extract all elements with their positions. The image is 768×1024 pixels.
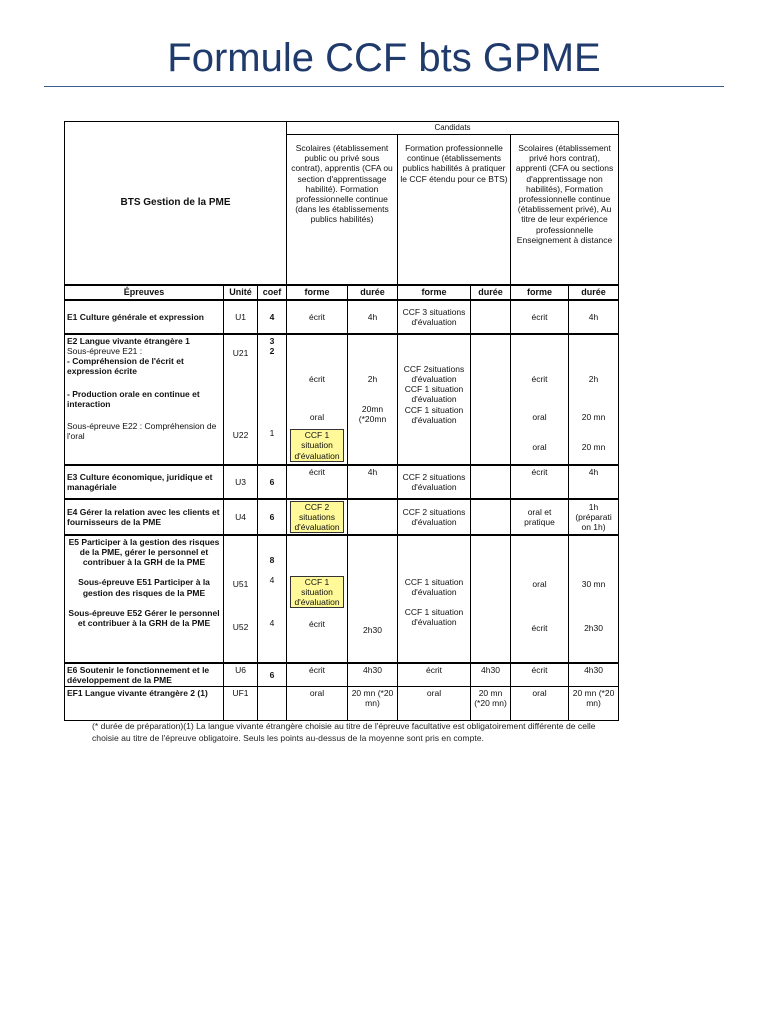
row-coef: 6 — [258, 465, 287, 499]
row-unite: UF1 — [224, 687, 258, 721]
row-label: E3 Culture économique, juridique et managériale — [65, 465, 224, 499]
col-duree-2: durée — [471, 285, 511, 300]
row-duree-1 — [348, 334, 398, 465]
row-forme-3: oral et pratique — [511, 499, 569, 535]
e5-coef-sub1: 4 — [269, 574, 275, 585]
row-unite: U6 — [224, 663, 258, 687]
row-duree-2: 4h30 — [471, 663, 511, 687]
table-row-ef1 — [65, 687, 619, 721]
row-forme-3 — [511, 535, 569, 663]
row-duree-1: 4h30 — [348, 663, 398, 687]
column-headers-row — [65, 285, 619, 300]
bts-corner-cell — [65, 122, 287, 286]
e5-s2-d1: 2h30 — [363, 624, 382, 635]
row-duree-1: 20 mn (*20 mn) — [348, 687, 398, 721]
e2-b-d3: 20 mn — [581, 411, 606, 422]
bts-label: BTS Gestion de la PME — [120, 197, 231, 208]
row-forme-2 — [398, 535, 471, 663]
row-forme-3: oral — [511, 687, 569, 721]
e2-item-b: - Production orale en continue et interaction — [67, 388, 200, 409]
row-duree-2 — [471, 300, 511, 334]
row-forme-3 — [511, 334, 569, 465]
row-duree-3: 4h30 — [569, 663, 619, 687]
row-duree-1 — [348, 499, 398, 535]
col-duree-1: durée — [348, 285, 398, 300]
row-duree-2 — [471, 499, 511, 535]
row-duree-1: 4h — [348, 300, 398, 334]
table-row-e6 — [65, 663, 619, 687]
row-duree-1: 4h — [348, 465, 398, 499]
row-duree-3 — [569, 334, 619, 465]
row-unite — [224, 334, 258, 465]
e2-b-f3: oral — [532, 411, 547, 422]
category-formation-continue: Formation professionnelle continue (établissements publics habilités à pratiquer le CCF étendu pour ce BTS) — [398, 135, 511, 286]
e2-b-f1: oral — [309, 411, 325, 422]
e2-coef-sub1: 2 — [269, 345, 275, 356]
row-forme-1: écrit — [287, 465, 348, 499]
candidats-header: Candidats — [287, 122, 619, 135]
row-forme-2: oral — [398, 687, 471, 721]
row-forme-2: écrit — [398, 663, 471, 687]
row-duree-3: 4h — [569, 300, 619, 334]
row-duree-2 — [471, 535, 511, 663]
col-epreuves: Épreuves — [65, 285, 224, 300]
e5-s1-f2: CCF 1 situation d'évaluation — [404, 576, 464, 597]
e2-coef-sub2: 1 — [269, 428, 275, 439]
row-coef: 4 — [258, 300, 287, 334]
row-forme-2: CCF 3 situations d'évaluation — [398, 300, 471, 334]
table-row-e2 — [65, 334, 619, 465]
col-unite: Unité — [224, 285, 258, 300]
row-label: E6 Soutenir le fonctionnement et le développement de la PME — [65, 663, 224, 687]
row-forme-1: oral — [287, 687, 348, 721]
e5-s1-f1: CCF 1 situation d'évaluation — [291, 577, 343, 608]
col-forme-3: forme — [511, 285, 569, 300]
row-duree-1 — [348, 535, 398, 663]
e4-ccf-highlight: CCF 2 situations d'évaluation — [291, 502, 343, 533]
e5-unite-u52: U52 — [232, 621, 249, 632]
row-coef: 6 — [258, 499, 287, 535]
row-unite: U1 — [224, 300, 258, 334]
e2-sub1: Sous-épreuve E21 : — [67, 345, 143, 356]
e2-item-a: - Compréhension de l'écrit et expression écrite — [67, 356, 184, 377]
row-unite: U4 — [224, 499, 258, 535]
row-forme-1: écrit — [287, 663, 348, 687]
row-label — [65, 334, 224, 465]
col-duree-3: durée — [569, 285, 619, 300]
row-coef: 6 — [258, 663, 287, 687]
row-coef — [258, 535, 287, 663]
row-duree-2 — [471, 334, 511, 465]
row-label: E4 Gérer la relation avec les clients et fournisseurs de la PME — [65, 499, 224, 535]
row-label: E1 Culture générale et expression — [65, 300, 224, 334]
table-row-e4 — [65, 499, 619, 535]
row-forme-3: écrit — [511, 663, 569, 687]
row-forme-3: écrit — [511, 465, 569, 499]
table-row-e1 — [65, 300, 619, 334]
e2-title: E2 Langue vivante étrangère 1 — [67, 335, 190, 346]
e2-c-d3: 20 mn — [581, 442, 606, 453]
e2-b-d1: 20mn (*20mn — [358, 403, 387, 425]
e5-sub1: Sous-épreuve E51 Participer à la gestion des risques de la PME — [78, 577, 210, 598]
row-label — [65, 535, 224, 663]
row-unite — [224, 535, 258, 663]
row-forme-1 — [287, 499, 348, 535]
row-forme-1 — [287, 334, 348, 465]
e2-c-f1: CCF 1 situation d'évaluation — [291, 430, 343, 461]
title-underline — [44, 86, 724, 87]
col-forme-1: forme — [287, 285, 348, 300]
row-forme-1 — [287, 535, 348, 663]
row-coef — [258, 687, 287, 721]
row-label: EF1 Langue vivante étrangère 2 (1) — [65, 687, 224, 721]
e2-coef: 3 — [269, 335, 275, 346]
row-forme-2 — [398, 334, 471, 465]
col-coef: coef — [258, 285, 287, 300]
row-unite: U3 — [224, 465, 258, 499]
page-title: Formule CCF bts GPME — [167, 36, 601, 80]
footnote: (* durée de préparation)(1) La langue vivante étrangère choisie au titre de l'épreuve facultative est obligatoirement différente de celle choisie au titre de l'épreuve obligatoire. Seuls les points au-dessus de la moyenne sont pris en compte. — [92, 721, 596, 743]
e2-c-f3: oral — [532, 442, 547, 453]
e2-unite-u22: U22 — [232, 429, 249, 440]
e2-b-f2: CCF 1 situation d'évaluation — [404, 384, 464, 405]
e5-s1-f3: oral — [532, 578, 547, 589]
e2-a-f2: CCF 2situations d'évaluation — [403, 363, 465, 384]
category-hors-contrat: Scolaires (établissement privé hors contrat), apprenti (CFA ou sections d'apprentissage non habilités), Formation professionnelle continue (établissement privé), Au titre de leur expérience professionnelle Enseignement à distance — [511, 135, 619, 286]
table-row-e5 — [65, 535, 619, 663]
e5-s1-d3: 30 mn — [581, 578, 606, 589]
table-header-row — [65, 122, 619, 135]
row-forme-1: écrit — [287, 300, 348, 334]
e5-unite-u51: U51 — [232, 578, 249, 589]
e5-coef: 8 — [269, 554, 275, 565]
col-forme-2: forme — [398, 285, 471, 300]
row-duree-3: 4h — [569, 465, 619, 499]
row-duree-2 — [471, 465, 511, 499]
e5-s2-f1: écrit — [308, 619, 326, 630]
e2-unite-u21: U21 — [232, 347, 249, 358]
e5-s2-f2: CCF 1 situation d'évaluation — [404, 607, 464, 628]
category-scolaires: Scolaires (établissement public ou privé sous contrat), apprentis (CFA ou section d'apprentissage habilité). Formation professionnelle continue (dans les établissements publics habilités) — [287, 135, 398, 286]
e2-a-d3: 2h — [588, 373, 599, 384]
row-duree-3: 20 mn (*20 mn) — [569, 687, 619, 721]
e2-sub2: Sous-épreuve E22 : Compréhension de l'oral — [67, 420, 217, 442]
ccf-table — [64, 121, 619, 721]
e2-a-f1: écrit — [308, 373, 326, 384]
row-forme-2: CCF 2 situations d'évaluation — [398, 499, 471, 535]
row-coef — [258, 334, 287, 465]
row-duree-2: 20 mn (*20 mn) — [471, 687, 511, 721]
e5-s2-d3: 2h30 — [584, 622, 603, 633]
e5-sub2: Sous-épreuve E52 Gérer le personnel et contribuer à la GRH de la PME — [68, 607, 220, 628]
row-forme-2: CCF 2 situations d'évaluation — [398, 465, 471, 499]
row-duree-3 — [569, 535, 619, 663]
e2-c-f2: CCF 1 situation d'évaluation — [404, 404, 464, 425]
e2-a-f3: écrit — [531, 373, 548, 384]
table-row-e3 — [65, 465, 619, 499]
e2-a-d1: 2h — [367, 373, 378, 384]
row-forme-3: écrit — [511, 300, 569, 334]
e5-title: E5 Participer à la gestion des risques de la PME, gérer le personnel et contribuer à la GRH de la PME — [68, 536, 220, 568]
e5-s2-f3: écrit — [531, 622, 548, 633]
e5-coef-sub2: 4 — [269, 618, 275, 629]
row-duree-3: 1h (préparati on 1h) — [569, 499, 619, 535]
